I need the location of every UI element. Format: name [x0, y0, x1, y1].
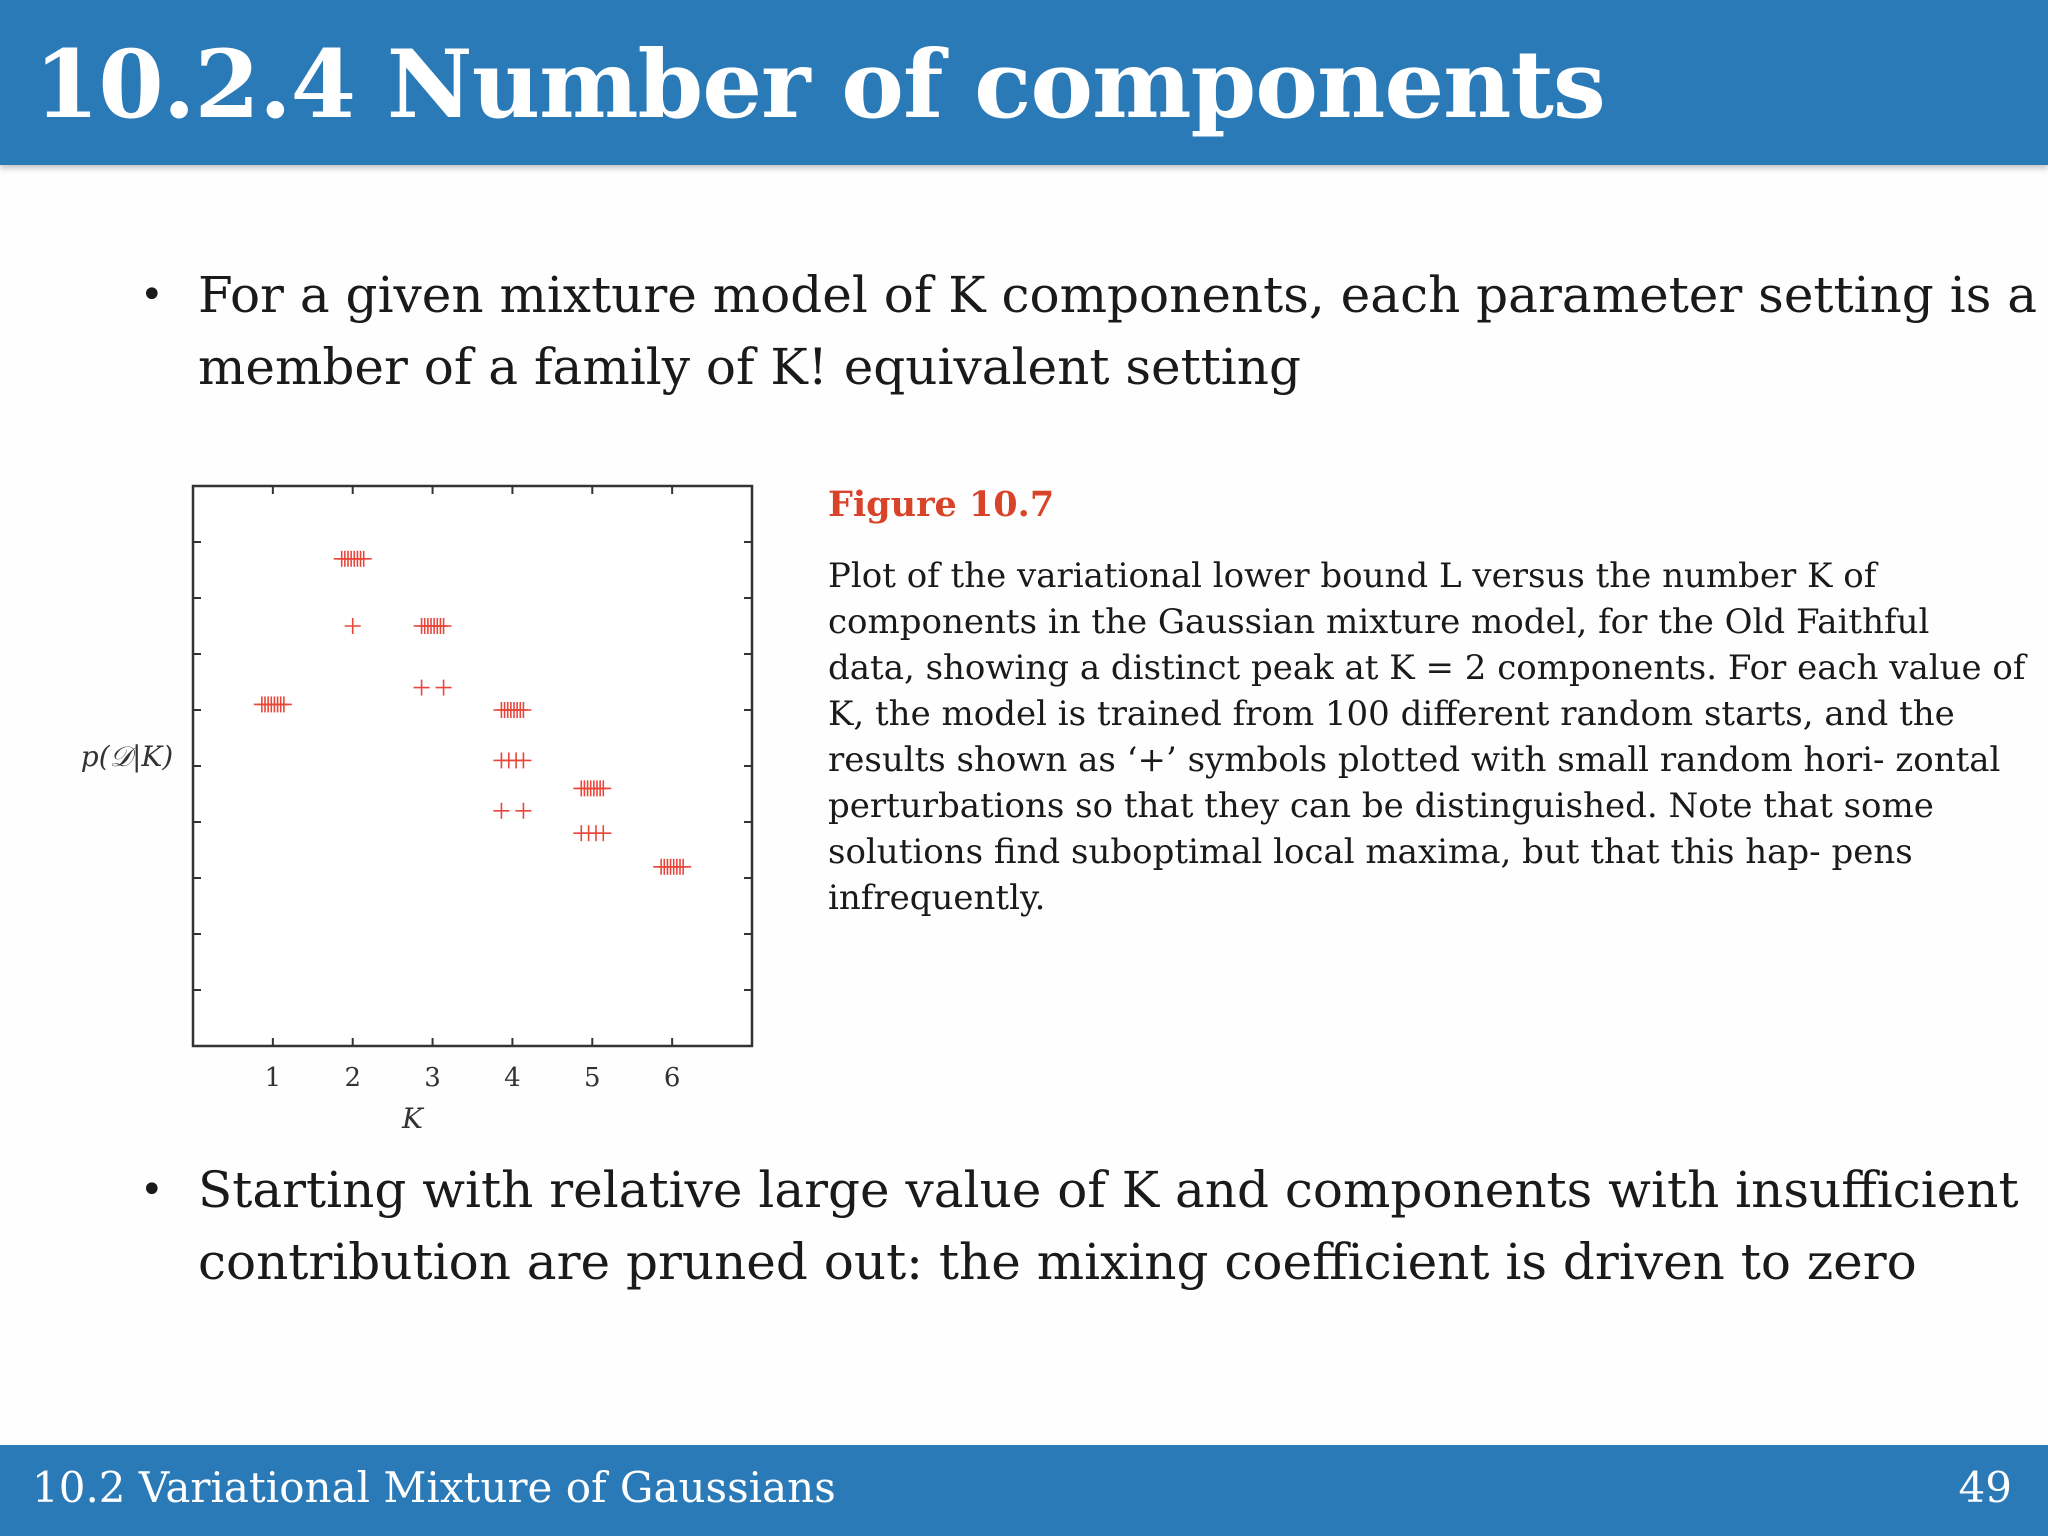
x-tick-label: 3	[424, 1063, 441, 1093]
slide-title: 10.2.4 Number of components	[34, 30, 1605, 140]
scatter-chart	[60, 470, 780, 1140]
x-tick-label: 5	[584, 1063, 601, 1093]
footer-section-title: 10.2 Variational Mixture of Gaussians	[32, 1463, 836, 1512]
plot-frame	[193, 486, 752, 1046]
bullet-line: For a given mixture model of K components, each parameter setting is a	[198, 266, 2038, 324]
caption-line: K, the model is trained from 100 different random starts, and the	[828, 694, 1955, 734]
bullet-line: contribution are pruned out: the mixing coefficient is driven to zero	[198, 1233, 1917, 1291]
page-number: 49	[1958, 1463, 2012, 1512]
caption-line: components in the Gaussian mixture model, for the Old Faithful	[828, 602, 1930, 642]
caption-line: infrequently.	[828, 878, 1046, 918]
figure-caption	[828, 553, 2026, 921]
figure-caption-title: Figure 10.7	[828, 484, 1055, 525]
bullet-icon: •	[140, 272, 164, 318]
bullet-icon: •	[140, 1167, 164, 1213]
title-bar	[0, 0, 2048, 165]
caption-line: perturbations so that they can be distinguished. Note that some	[828, 786, 1934, 826]
y-axis-label: p(𝒟|K)	[80, 740, 174, 773]
caption-line: solutions find suboptimal local maxima, but that this hap- pens	[828, 832, 1913, 872]
caption-line: results shown as ‘+’ symbols plotted with small random hori- zontal	[828, 740, 2001, 780]
x-tick-label: 6	[663, 1063, 681, 1093]
x-tick-label: 4	[504, 1063, 521, 1093]
x-axis-label: K	[402, 1102, 423, 1135]
x-tick-label: 2	[344, 1063, 361, 1093]
figure-plot	[60, 470, 780, 1140]
caption-line: Plot of the variational lower bound L versus the number K of	[828, 556, 1877, 596]
bullet-line: Starting with relative large value of K and components with insufficient	[198, 1161, 2019, 1219]
caption-line: data, showing a distinct peak at K = 2 components. For each value of	[828, 648, 2026, 688]
footer-bar	[0, 1445, 2048, 1536]
x-tick-label: 1	[264, 1063, 282, 1093]
bullet-text	[198, 1154, 2019, 1298]
bullet-line: member of a family of K! equivalent setting	[198, 338, 1301, 396]
bullet-text	[198, 259, 2037, 403]
